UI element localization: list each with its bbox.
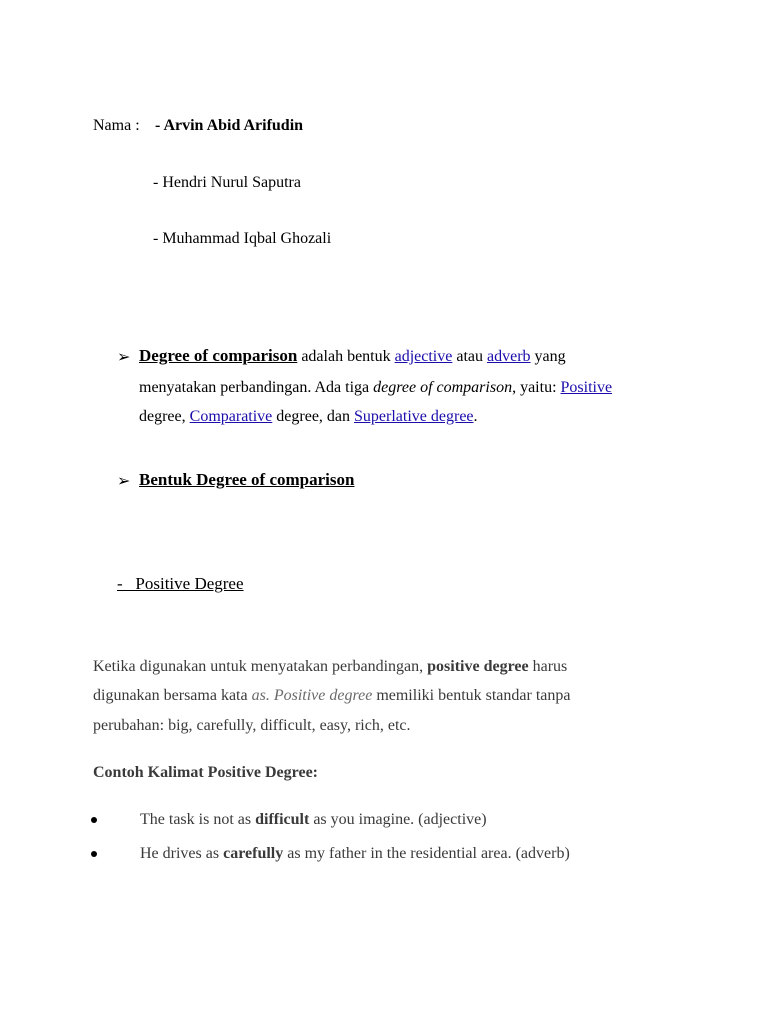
bold-word: carefully bbox=[223, 845, 284, 862]
names-label: Nama : bbox=[93, 117, 140, 134]
arrow-bullet-icon: ➢ bbox=[117, 471, 131, 490]
text-segment: degree, bbox=[139, 408, 190, 425]
link-superlative-degree[interactable]: Superlative degree bbox=[354, 408, 474, 425]
name-2: - Hendri Nurul Saputra bbox=[153, 174, 301, 191]
heading-bentuk-degree: Bentuk Degree of comparison bbox=[139, 470, 355, 489]
text-segment: degree, dan bbox=[272, 408, 355, 425]
examples-title: Contoh Kalimat Positive Degree: bbox=[93, 764, 318, 781]
link-adverb[interactable]: adverb bbox=[487, 348, 531, 365]
text-segment: The task is not as bbox=[140, 811, 256, 828]
bullet-dot-icon bbox=[91, 851, 97, 857]
definition-line-3 bbox=[139, 407, 478, 427]
arrow-bullet-icon: ➢ bbox=[117, 347, 131, 366]
text-segment: memiliki bentuk standar tanpa bbox=[372, 687, 571, 704]
text-segment: adalah bentuk bbox=[297, 348, 395, 365]
definition-line-1 bbox=[139, 346, 566, 367]
name-3: - Muhammad Iqbal Ghozali bbox=[153, 230, 332, 247]
italic-degree-of-comparison: degree of comparison bbox=[373, 379, 513, 396]
heading-positive-degree: - Positive Degree bbox=[117, 574, 244, 593]
text-segment: harus bbox=[528, 658, 568, 675]
example-item-1 bbox=[140, 810, 487, 830]
text-segment: He drives as bbox=[140, 845, 224, 862]
text-segment: atau bbox=[452, 348, 488, 365]
paragraph-line-3: perubahan: big, carefully, difficult, easy, rich, etc. bbox=[93, 717, 411, 734]
text-segment: . bbox=[473, 408, 478, 425]
bold-word: difficult bbox=[255, 811, 310, 828]
text-segment: , yaitu: bbox=[512, 379, 561, 396]
paragraph-line-2 bbox=[93, 686, 570, 706]
text-segment: as my father in the residential area. (adverb) bbox=[283, 845, 570, 862]
name-1: - Arvin Abid Arifudin bbox=[155, 117, 304, 134]
text-segment: Ketika digunakan untuk menyatakan perbandingan, bbox=[93, 658, 428, 675]
bold-positive-degree: positive degree bbox=[427, 658, 529, 675]
link-positive[interactable]: Positive bbox=[560, 379, 613, 396]
bullet-dot-icon bbox=[91, 817, 97, 823]
text-segment: yang bbox=[530, 348, 566, 365]
names-block bbox=[93, 116, 140, 136]
link-adjective[interactable]: adjective bbox=[394, 348, 453, 365]
example-item-2 bbox=[140, 844, 570, 864]
text-segment: as you imagine. (adjective) bbox=[309, 811, 487, 828]
paragraph-line-1 bbox=[93, 657, 567, 677]
text-segment: menyatakan perbandingan. Ada tiga bbox=[139, 379, 374, 396]
term-degree-of-comparison: Degree of comparison bbox=[139, 346, 298, 365]
link-comparative[interactable]: Comparative bbox=[189, 408, 273, 425]
italic-as-positive-degree: as. Positive degree bbox=[251, 687, 373, 704]
definition-line-2 bbox=[139, 378, 612, 398]
text-segment: digunakan bersama kata bbox=[93, 687, 252, 704]
